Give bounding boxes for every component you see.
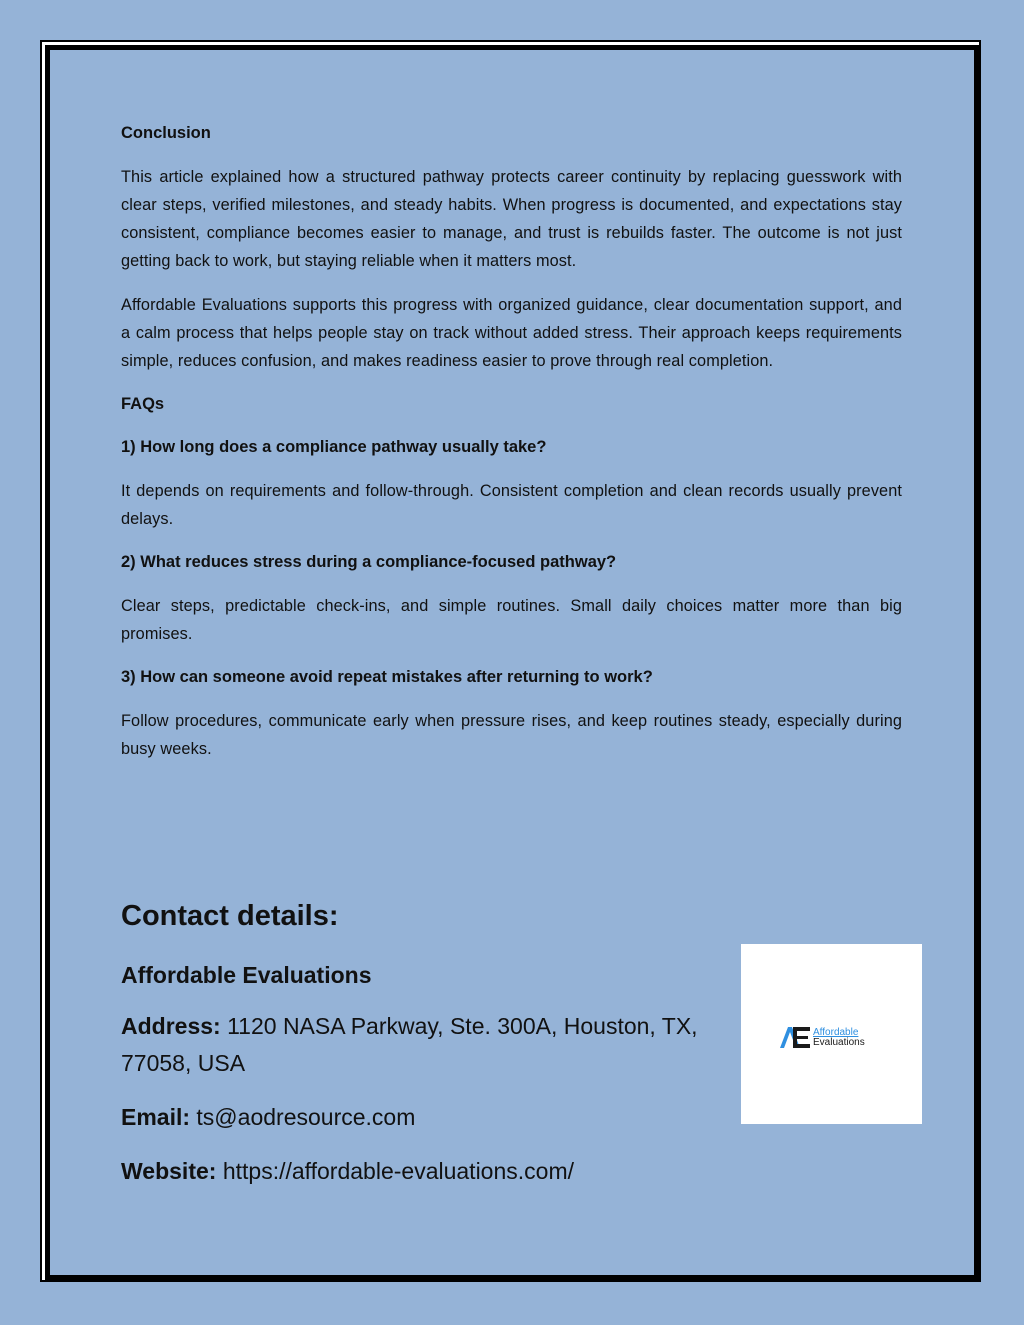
company-name: Affordable Evaluations [121,962,372,988]
conclusion-paragraph: This article explained how a structured pathway protects career continuity by replacing guesswork with clear steps, verified milestones, and steady habits. When progress is documented, and expectations stay consistent, compliance becomes easier to manage, and trust is rebuilds faster. The outcome is not just getting back to work, but staying reliable when it matters most. [121,168,902,270]
website-link[interactable]: https://affordable-evaluations.com/ [222,1158,574,1184]
faq-answer: It depends on requirements and follow-through. Consistent completion and clean records usually prevent delays. [121,482,902,528]
faqs-heading: FAQs [121,395,165,413]
address-label: Address: [121,1013,221,1039]
logo-line2: Evaluations [813,1037,865,1048]
address-line [121,1008,731,1082]
faq-answer: Clear steps, predictable check-ins, and simple routines. Small daily choices matter more than big promises. [121,597,902,643]
company-logo [741,944,922,1124]
website-label: Website: [121,1158,217,1184]
email-line [121,1099,731,1136]
faq-question: 1) How long does a compliance pathway usually take? [121,438,547,456]
email-label: Email: [121,1104,191,1130]
ae-logo-icon [779,1024,879,1050]
conclusion-paragraph: Affordable Evaluations supports this progress with organized guidance, clear documentation support, and a calm process that helps people stay on track without added stress. Their approach keeps requirements simple, reduces confusion, and makes readiness easier to prove through real completion. [121,296,902,370]
faq-question: 2) What reduces stress during a compliance-focused pathway? [121,553,617,571]
email-link[interactable]: ts@aodresource.com [196,1104,416,1130]
logo-line1: Affordable [813,1027,859,1038]
faq-question: 3) How can someone avoid repeat mistakes after returning to work? [121,668,653,686]
address-value: 1120 NASA Parkway, Ste. 300A, Houston, TX, 77058, USA [121,1013,698,1076]
article-content [121,120,902,779]
contact-section [121,896,731,1207]
contact-heading: Contact details: [121,900,339,932]
conclusion-heading: Conclusion [121,124,211,142]
website-line [121,1153,731,1190]
faq-answer: Follow procedures, communicate early when pressure rises, and keep routines steady, especially during busy weeks. [121,712,902,758]
